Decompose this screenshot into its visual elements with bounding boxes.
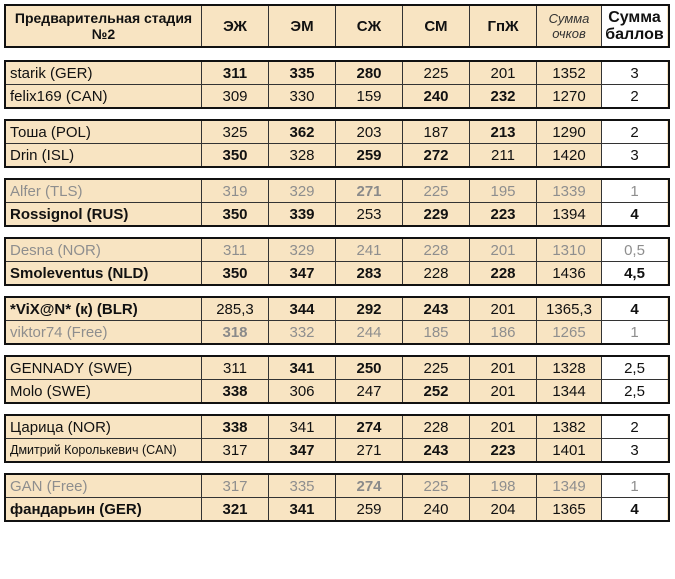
match-group [4, 473, 670, 522]
score-cell: 201 [469, 62, 536, 84]
score-cell: 228 [402, 416, 469, 438]
points-cell: 3 [601, 439, 667, 461]
score-cell: 318 [201, 321, 268, 343]
results-table [4, 4, 670, 522]
score-cell: 240 [402, 85, 469, 107]
player-name: Desna (NOR) [10, 241, 101, 259]
points-cell: 2 [601, 85, 667, 107]
score-cell: 225 [402, 357, 469, 379]
score-cell: 159 [335, 85, 402, 107]
score-cell: 344 [268, 298, 335, 320]
points-cell: 4 [601, 498, 667, 520]
score-cell: 203 [335, 121, 402, 143]
score-cell: 244 [335, 321, 402, 343]
score-cell: 223 [469, 203, 536, 225]
sum-score-cell: 1290 [536, 121, 601, 143]
score-cell: 228 [469, 262, 536, 284]
score-cell: 185 [402, 321, 469, 343]
match-groups [4, 60, 670, 522]
score-cell: 335 [268, 62, 335, 84]
points-cell: 3 [601, 144, 667, 166]
score-cell: 350 [201, 262, 268, 284]
score-cell: 213 [469, 121, 536, 143]
score-cell: 225 [402, 180, 469, 202]
header-stage: Предварительная стадия №2 [14, 10, 193, 42]
score-cell: 211 [469, 144, 536, 166]
table-row [6, 320, 668, 343]
score-cell: 338 [201, 416, 268, 438]
score-cell: 250 [335, 357, 402, 379]
player-name: GENNADY (SWE) [10, 359, 133, 377]
header-sum-points: Сумма баллов [601, 6, 667, 46]
score-cell: 347 [268, 439, 335, 461]
match-group [4, 60, 670, 109]
header-col-szh: СЖ [335, 6, 402, 46]
sum-score-cell: 1382 [536, 416, 601, 438]
table-row [6, 298, 668, 320]
table-row [6, 121, 668, 143]
points-cell: 0,5 [601, 239, 667, 261]
sum-score-cell: 1270 [536, 85, 601, 107]
score-cell: 306 [268, 380, 335, 402]
player-name: Дмитрий Королькевич (CAN) [10, 443, 177, 457]
score-cell: 247 [335, 380, 402, 402]
score-cell: 274 [335, 416, 402, 438]
score-cell: 350 [201, 203, 268, 225]
score-cell: 350 [201, 144, 268, 166]
score-cell: 292 [335, 298, 402, 320]
points-cell: 4,5 [601, 262, 667, 284]
table-header [4, 4, 670, 48]
table-row [6, 62, 668, 84]
header-col-sm: СМ [402, 6, 469, 46]
points-cell: 2 [601, 121, 667, 143]
match-group [4, 414, 670, 463]
match-group [4, 119, 670, 168]
score-cell: 271 [335, 439, 402, 461]
score-cell: 338 [201, 380, 268, 402]
player-name: Molo (SWE) [10, 382, 91, 400]
header-col-em: ЭМ [268, 6, 335, 46]
player-name: Тоша (POL) [10, 123, 91, 141]
score-cell: 223 [469, 439, 536, 461]
score-cell: 319 [201, 180, 268, 202]
points-cell: 1 [601, 321, 667, 343]
score-cell: 225 [402, 62, 469, 84]
player-name: starik (GER) [10, 64, 93, 82]
score-cell: 317 [201, 439, 268, 461]
table-row [6, 379, 668, 402]
points-cell: 4 [601, 203, 667, 225]
table-row [6, 180, 668, 202]
score-cell: 225 [402, 475, 469, 497]
score-cell: 325 [201, 121, 268, 143]
player-name: Drin (ISL) [10, 146, 75, 164]
score-cell: 332 [268, 321, 335, 343]
points-cell: 2,5 [601, 380, 667, 402]
score-cell: 198 [469, 475, 536, 497]
score-cell: 309 [201, 85, 268, 107]
score-cell: 228 [402, 239, 469, 261]
score-cell: 232 [469, 85, 536, 107]
score-cell: 259 [335, 498, 402, 520]
table-row [6, 357, 668, 379]
header-col-ezh: ЭЖ [201, 6, 268, 46]
score-cell: 259 [335, 144, 402, 166]
points-cell: 2 [601, 416, 667, 438]
score-cell: 341 [268, 416, 335, 438]
score-cell: 362 [268, 121, 335, 143]
table-row [6, 438, 668, 461]
score-cell: 341 [268, 498, 335, 520]
sum-score-cell: 1436 [536, 262, 601, 284]
score-cell: 329 [268, 180, 335, 202]
score-cell: 321 [201, 498, 268, 520]
sum-score-cell: 1420 [536, 144, 601, 166]
score-cell: 339 [268, 203, 335, 225]
score-cell: 253 [335, 203, 402, 225]
table-row [6, 497, 668, 520]
score-cell: 201 [469, 239, 536, 261]
sum-score-cell: 1365,3 [536, 298, 601, 320]
score-cell: 272 [402, 144, 469, 166]
score-cell: 195 [469, 180, 536, 202]
score-cell: 330 [268, 85, 335, 107]
score-cell: 201 [469, 380, 536, 402]
match-group [4, 237, 670, 286]
player-name: Alfer (TLS) [10, 182, 83, 200]
score-cell: 311 [201, 62, 268, 84]
score-cell: 335 [268, 475, 335, 497]
sum-score-cell: 1310 [536, 239, 601, 261]
score-cell: 347 [268, 262, 335, 284]
sum-score-cell: 1328 [536, 357, 601, 379]
player-name: Царица (NOR) [10, 418, 111, 436]
sum-score-cell: 1349 [536, 475, 601, 497]
player-name: фандарьин (GER) [10, 500, 142, 518]
score-cell: 186 [469, 321, 536, 343]
player-name: GAN (Free) [10, 477, 88, 495]
score-cell: 317 [201, 475, 268, 497]
score-cell: 204 [469, 498, 536, 520]
match-group [4, 355, 670, 404]
table-row [6, 416, 668, 438]
points-cell: 1 [601, 180, 667, 202]
score-cell: 280 [335, 62, 402, 84]
score-cell: 328 [268, 144, 335, 166]
score-cell: 311 [201, 357, 268, 379]
score-cell: 228 [402, 262, 469, 284]
score-cell: 187 [402, 121, 469, 143]
score-cell: 241 [335, 239, 402, 261]
score-cell: 271 [335, 180, 402, 202]
sum-score-cell: 1265 [536, 321, 601, 343]
points-cell: 4 [601, 298, 667, 320]
score-cell: 285,3 [201, 298, 268, 320]
score-cell: 240 [402, 498, 469, 520]
match-group [4, 296, 670, 345]
table-row [6, 202, 668, 225]
player-name: felix169 (CAN) [10, 87, 108, 105]
points-cell: 3 [601, 62, 667, 84]
player-name: Smoleventus (NLD) [10, 264, 149, 282]
sum-score-cell: 1401 [536, 439, 601, 461]
score-cell: 329 [268, 239, 335, 261]
score-cell: 274 [335, 475, 402, 497]
table-row [6, 475, 668, 497]
header-col-gpzh: ГпЖ [469, 6, 536, 46]
header-sum-score: Сумма очков [536, 6, 601, 46]
sum-score-cell: 1339 [536, 180, 601, 202]
score-cell: 341 [268, 357, 335, 379]
score-cell: 229 [402, 203, 469, 225]
score-cell: 311 [201, 239, 268, 261]
table-row [6, 239, 668, 261]
sum-score-cell: 1352 [536, 62, 601, 84]
player-name: Rossignol (RUS) [10, 205, 129, 223]
score-cell: 201 [469, 416, 536, 438]
score-cell: 243 [402, 298, 469, 320]
sum-score-cell: 1365 [536, 498, 601, 520]
player-name: viktor74 (Free) [10, 323, 108, 341]
points-cell: 2,5 [601, 357, 667, 379]
match-group [4, 178, 670, 227]
score-cell: 252 [402, 380, 469, 402]
score-cell: 243 [402, 439, 469, 461]
points-cell: 1 [601, 475, 667, 497]
score-cell: 283 [335, 262, 402, 284]
score-cell: 201 [469, 357, 536, 379]
player-name: *ViX@N* (к) (BLR) [10, 300, 138, 318]
table-row [6, 143, 668, 166]
table-row [6, 84, 668, 107]
score-cell: 201 [469, 298, 536, 320]
sum-score-cell: 1394 [536, 203, 601, 225]
table-row [6, 261, 668, 284]
sum-score-cell: 1344 [536, 380, 601, 402]
